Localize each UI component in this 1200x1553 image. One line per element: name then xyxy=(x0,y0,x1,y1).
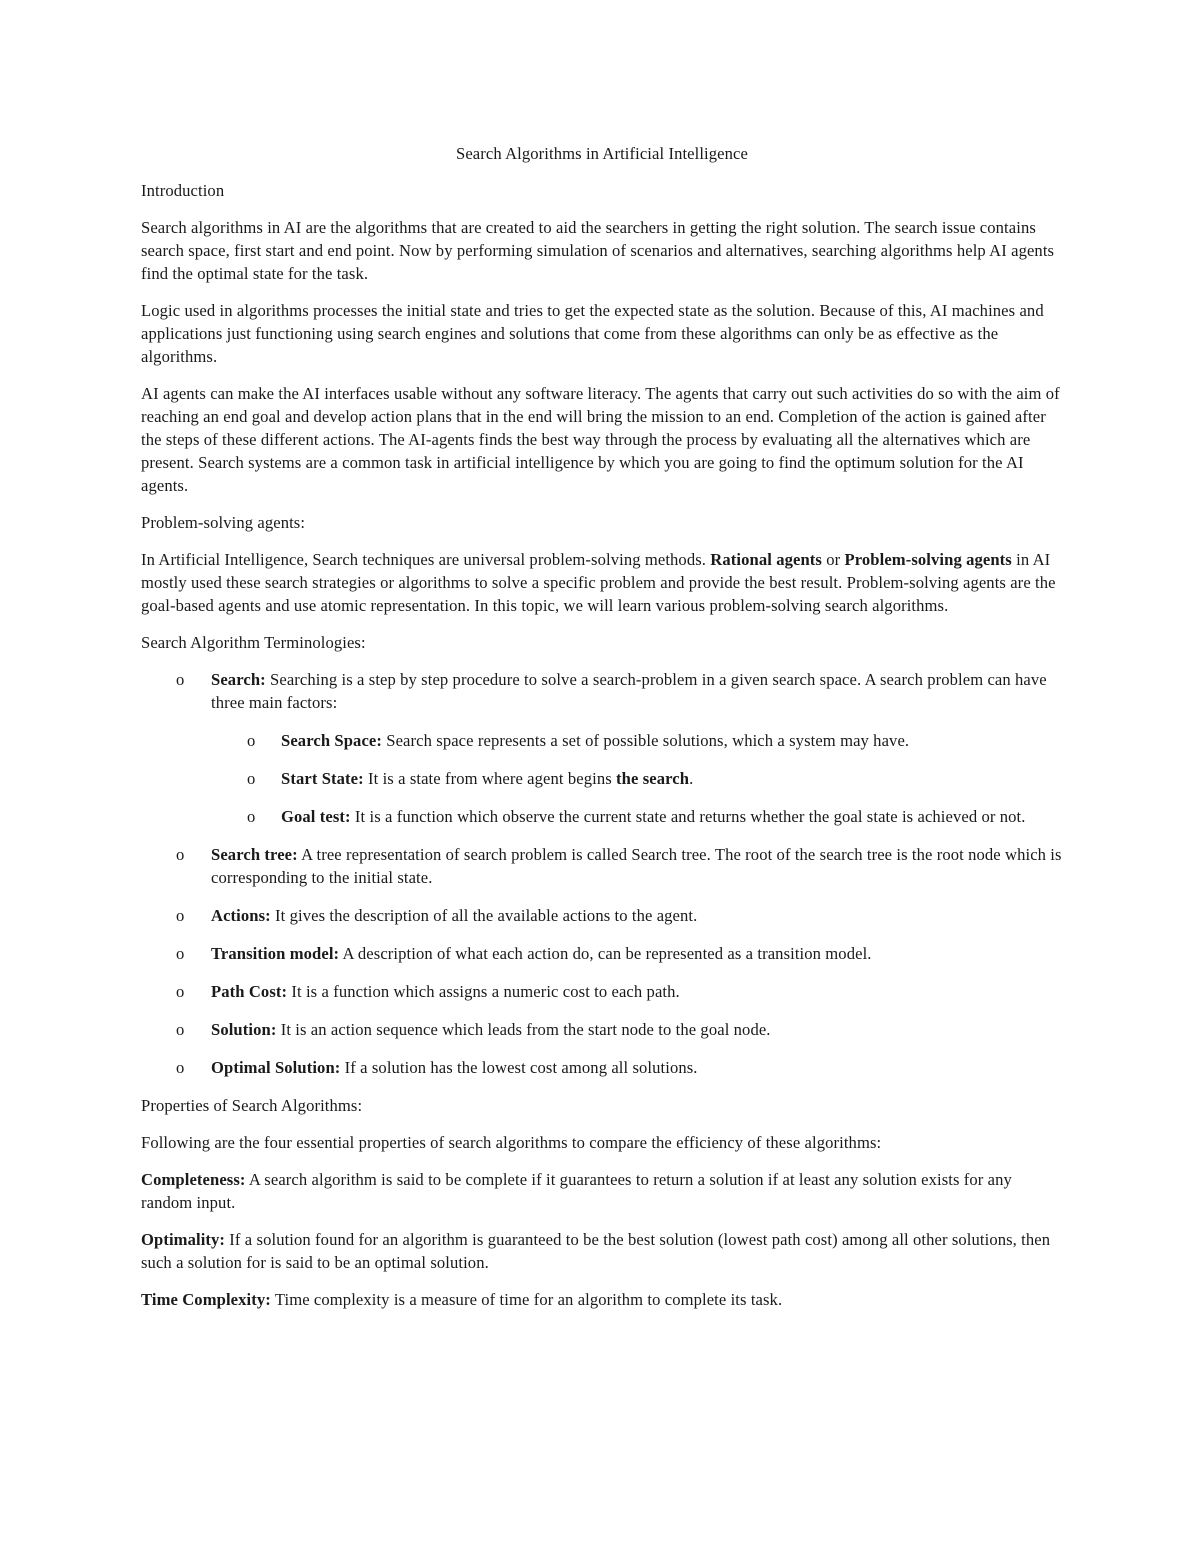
properties-heading: Properties of Search Algorithms: xyxy=(141,1096,363,1115)
term-text: A tree representation of search problem is called Search tree. The root of the search tree is the root node which is corresponding to the initial state. xyxy=(211,845,1062,887)
term-bold-tail: the search xyxy=(616,769,690,788)
term-text: Searching is a step by step procedure to solve a search-problem in a given search space. A search problem can have three main factors: xyxy=(211,670,1047,712)
intro-heading: Introduction xyxy=(141,181,225,200)
term-label: Search Space: xyxy=(281,731,383,750)
bullet-marker: o xyxy=(176,906,185,925)
term-text: If a solution has the lowest cost among all solutions. xyxy=(340,1058,698,1077)
term-label: Path Cost: xyxy=(211,982,288,1001)
document-title: Search Algorithms in Artificial Intelligence xyxy=(456,144,748,163)
bullet-marker: o xyxy=(247,769,256,788)
agents-text-3: in AI mostly used these search strategies or algorithms to solve a specific problem and provide the best result. Problem-solving agents are the goal-based agents and use atomic representation. In this topic, we will learn various problem-solving search algorithms. xyxy=(141,550,1056,615)
term-optimal-solution xyxy=(141,1056,1063,1079)
term-label: Search: xyxy=(211,670,266,689)
sub-term-start-state xyxy=(211,767,1063,790)
search-sub-list xyxy=(211,729,1063,828)
bullet-marker: o xyxy=(176,1020,185,1039)
term-solution xyxy=(141,1018,1063,1041)
term-text: It is a function which assigns a numeric cost to each path. xyxy=(287,982,680,1001)
term-actions xyxy=(141,904,1063,927)
sub-term-search-space xyxy=(211,729,1063,752)
properties-intro: Following are the four essential properties of search algorithms to compare the efficiency of these algorithms: xyxy=(141,1133,882,1152)
agents-paragraph xyxy=(141,548,1063,617)
property-optimality xyxy=(141,1228,1063,1274)
intro-paragraph-3: AI agents can make the AI interfaces usable without any software literacy. The agents that carry out such activities do so with the aim of reaching an end goal and develop action plans that in the end will bring the mission to an end. Completion of the action is gained after the steps of these different actions. The AI-agents finds the best way through the process by evaluating all the alternatives which are present. Search systems are a common task in artificial intelligence by which you are going to find the optimum solution for the AI agents. xyxy=(141,384,1060,495)
agents-bold-1: Rational agents xyxy=(710,550,822,569)
property-completeness xyxy=(141,1168,1063,1214)
term-label: Optimal Solution: xyxy=(211,1058,341,1077)
bullet-marker: o xyxy=(176,1058,185,1077)
term-label: Start State: xyxy=(281,769,364,788)
intro-paragraph-1: Search algorithms in AI are the algorithms that are created to aid the searchers in getting the right solution. The search issue contains search space, first start and end point. Now by performing simulation of scenarios and alternatives, searching algorithms help AI agents find the optimal state for the task. xyxy=(141,218,1055,283)
term-text: It is a state from where agent begins xyxy=(363,769,617,788)
property-label: Completeness: xyxy=(141,1170,246,1189)
term-search xyxy=(141,668,1063,828)
term-label: Transition model: xyxy=(211,944,340,963)
term-text: A description of what each action do, can be represented as a transition model. xyxy=(339,944,872,963)
agents-bold-2: Problem-solving agents xyxy=(844,550,1012,569)
term-text: It is an action sequence which leads from the start node to the goal node. xyxy=(276,1020,771,1039)
agents-heading: Problem-solving agents: xyxy=(141,513,306,532)
term-label: Solution: xyxy=(211,1020,277,1039)
terms-heading: Search Algorithm Terminologies: xyxy=(141,633,366,652)
property-time-complexity xyxy=(141,1288,1063,1311)
term-label: Actions: xyxy=(211,906,271,925)
property-text: If a solution found for an algorithm is guaranteed to be the best solution (lowest path cost) among all other solutions, then such a solution for is said to be an optimal solution. xyxy=(141,1230,1051,1272)
property-label: Time Complexity: xyxy=(141,1290,271,1309)
terms-list xyxy=(141,668,1063,1079)
term-text: Search space represents a set of possible solutions, which a system may have. xyxy=(382,731,910,750)
intro-paragraph-2: Logic used in algorithms processes the initial state and tries to get the expected state as the solution. Because of this, AI machines and applications just functioning using search engines and solutions that come from these algorithms can only be as effective as the algorithms. xyxy=(141,301,1044,366)
bullet-marker: o xyxy=(176,670,185,689)
sub-term-goal-test xyxy=(211,805,1063,828)
term-text: It gives the description of all the available actions to the agent. xyxy=(270,906,698,925)
bullet-marker: o xyxy=(176,944,185,963)
term-transition-model xyxy=(141,942,1063,965)
term-label: Goal test: xyxy=(281,807,351,826)
property-text: Time complexity is a measure of time for an algorithm to complete its task. xyxy=(270,1290,783,1309)
agents-text-2: or xyxy=(821,550,845,569)
bullet-marker: o xyxy=(176,982,185,1001)
term-tail: . xyxy=(689,769,694,788)
bullet-marker: o xyxy=(247,807,256,826)
bullet-marker: o xyxy=(247,731,256,750)
term-label: Search tree: xyxy=(211,845,298,864)
property-text: A search algorithm is said to be complete if it guarantees to return a solution if at least any solution exists for any random input. xyxy=(141,1170,1012,1212)
term-search-tree xyxy=(141,843,1063,889)
term-path-cost xyxy=(141,980,1063,1003)
agents-text-1: In Artificial Intelligence, Search techniques are universal problem-solving methods. xyxy=(141,550,711,569)
term-text: It is a function which observe the current state and returns whether the goal state is achieved or not. xyxy=(350,807,1026,826)
bullet-marker: o xyxy=(176,845,185,864)
document-page xyxy=(141,142,1063,1325)
property-label: Optimality: xyxy=(141,1230,226,1249)
